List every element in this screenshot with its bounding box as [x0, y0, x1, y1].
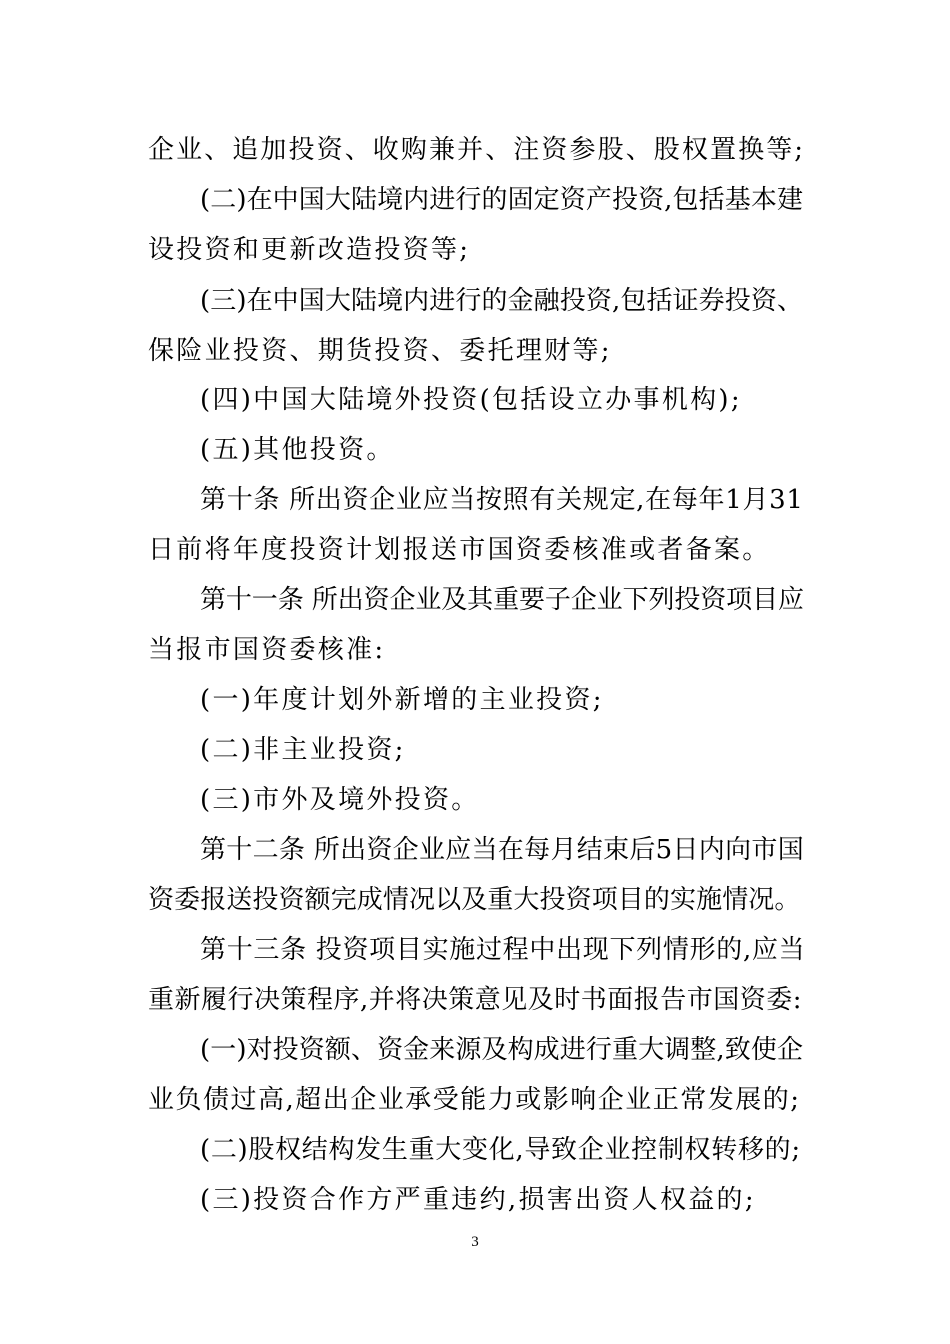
text-line-3: 设投资和更新改造投资等;: [148, 235, 471, 265]
text-line-19: (一)对投资额、资金来源及构成进行重大调整,致使企: [200, 1035, 804, 1065]
text-line-14: (三)市外及境外投资。: [200, 785, 480, 815]
text-line-12: (一)年度计划外新增的主业投资;: [200, 685, 604, 715]
text-line-2: (二)在中国大陆境内进行的固定资产投资,包括基本建: [200, 185, 804, 215]
text-line-1: 企业、追加投资、收购兼并、注资参股、股权置换等;: [148, 135, 806, 165]
text-line-18: 重新履行决策程序,并将决策意见及时书面报告市国资委:: [148, 985, 803, 1015]
text-line-11: 当报市国资委核准:: [148, 635, 386, 665]
text-line-7: (五)其他投资。: [200, 435, 395, 465]
text-line-21: (二)股权结构发生重大变化,导致企业控制权转移的;: [200, 1135, 801, 1165]
text-line-9: 日前将年度投资计划报送市国资委核准或者备案。: [148, 535, 771, 565]
text-line-13: (二)非主业投资;: [200, 735, 406, 765]
text-line-5: 保险业投资、期货投资、委托理财等;: [148, 336, 612, 366]
text-line-6: (四)中国大陆境外投资(包括设立办事机构);: [200, 385, 742, 415]
text-line-10: 第十一条 所出资企业及其重要子企业下列投资项目应: [200, 585, 804, 615]
text-line-22: (三)投资合作方严重违约,损害出资人权益的;: [200, 1185, 756, 1215]
text-line-16: 资委报送投资额完成情况以及重大投资项目的实施情况。: [148, 885, 801, 915]
text-line-17: 第十三条 投资项目实施过程中出现下列情形的,应当: [200, 935, 806, 965]
text-line-4: (三)在中国大陆境内进行的金融投资,包括证券投资、: [200, 286, 804, 316]
text-line-20: 业负债过高,超出企业承受能力或影响企业正常发展的;: [148, 1085, 801, 1115]
page-number: 3: [471, 1234, 479, 1250]
text-line-8: 第十条 所出资企业应当按照有关规定,在每年1月31: [200, 485, 804, 515]
text-line-15: 第十二条 所出资企业应当在每月结束后5日内向市国: [200, 835, 805, 865]
